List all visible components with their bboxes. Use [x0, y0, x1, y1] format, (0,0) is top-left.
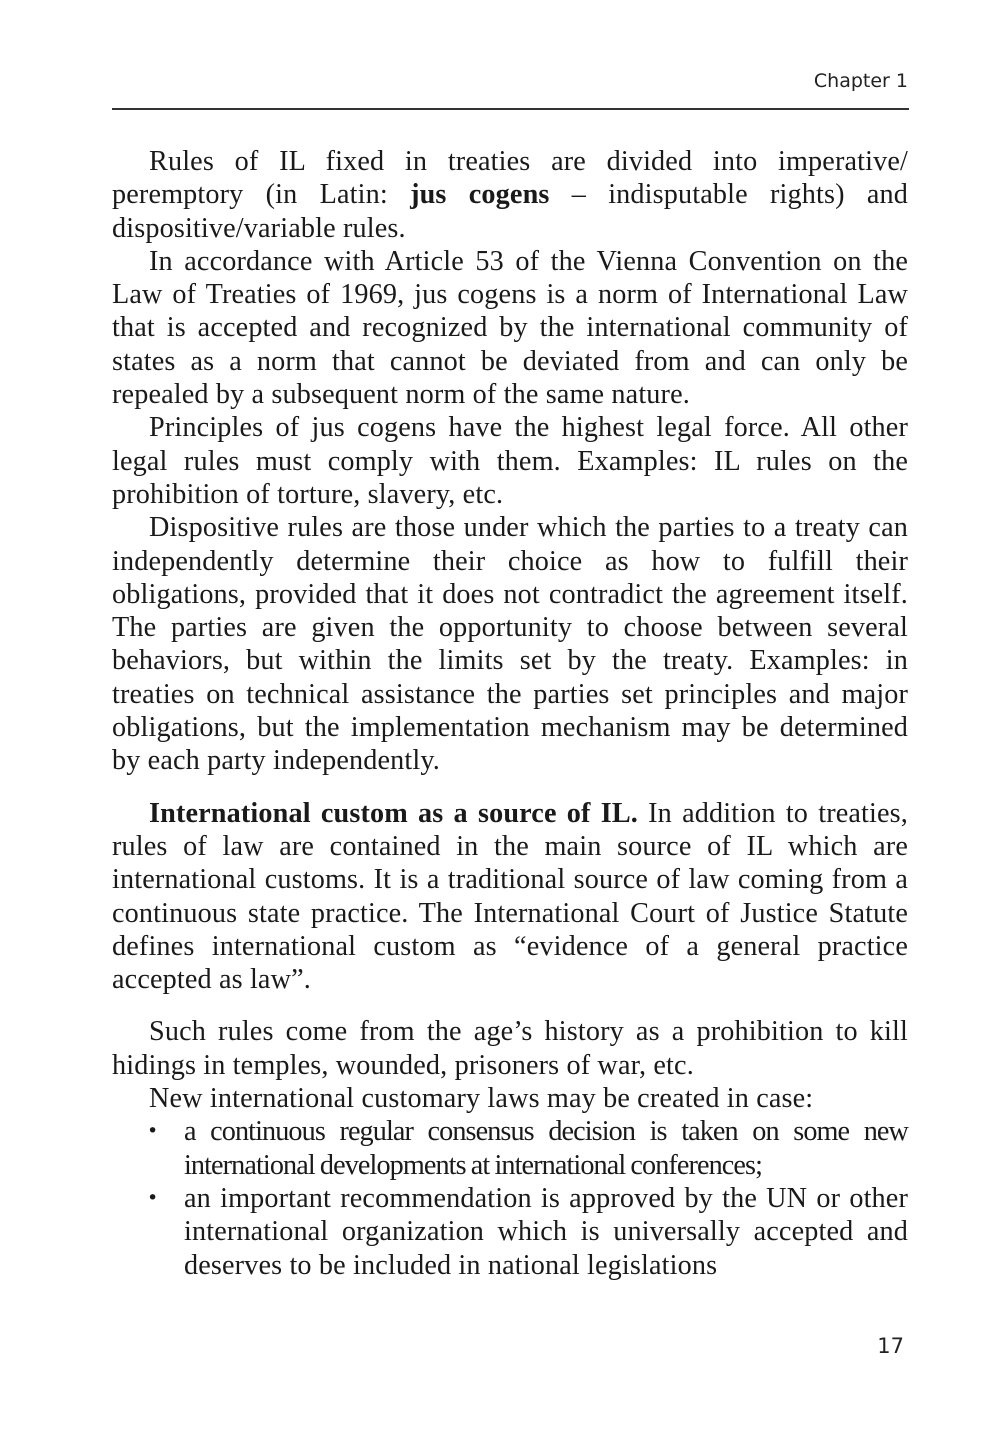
- list-item-text: a continuous regular consensus decision is taken on some new international developments at international conferences;: [184, 1116, 908, 1181]
- paragraph-text: – indisputable rights) and dispositive/variable rules.: [112, 179, 908, 244]
- list-item: [112, 1182, 908, 1282]
- paragraph-vienna-convention: In accordance with Article 53 of the Vienna Convention on the Law of Treaties of 1969, jus cogens is a norm of International Law that is accepted and recognized by the international community of states as a norm that cannot be deviated from and can only be repealed by a subsequent norm of the same nature.: [112, 245, 908, 411]
- bold-term-jus-cogens: jus cogens: [410, 179, 550, 211]
- paragraph-dispositive-rules: Dispositive rules are those under which the parties to a treaty can independently determine their choice as how to fulfill their obligations, provided that it does not contradict the agreement itself. The parties are given the opportunity to choose between several behaviors, but within the limits set by the treaty. Examples: in treaties on technical assistance the parties set principles and major obligations, but the implementation mechanism may be determined by each party independently.: [112, 512, 908, 777]
- list-item-text: an important recommendation is approved by the UN or other international organization which is universally accepted and deserves to be included in national legislations: [184, 1182, 908, 1281]
- bullet-list: [112, 1115, 908, 1281]
- page-number: 17: [877, 1334, 904, 1358]
- body-text: [112, 145, 908, 1282]
- paragraph-highest-legal-force: Principles of jus cogens have the highest legal force. All other legal rules must comply with them. Examples: IL rules on the prohibition of torture, slavery, etc.: [112, 412, 908, 510]
- paragraph-jus-cogens-intro: [112, 145, 908, 245]
- paragraph-text: In addition to treaties, rules of law are contained in the main source of IL which are international customs. It is a traditional source of law coming from a continuous state practice. The International Court of Justice Statute defines international custom as “evidence of a general practice accepted as law”.: [112, 797, 908, 996]
- paragraph-new-customary-laws: New international customary laws may be created in case:: [149, 1083, 814, 1115]
- section-heading-international-custom: International custom as a source of IL.: [149, 797, 638, 829]
- bullet-icon: •: [147, 1120, 159, 1143]
- paragraph-international-custom: [112, 797, 908, 997]
- paragraph-historical-rules: Such rules come from the age’s history as a prohibition to kill hidings in temples, wounded, prisoners of war, etc.: [112, 1016, 908, 1081]
- bullet-icon: •: [147, 1186, 159, 1209]
- header-rule: [112, 108, 909, 110]
- list-item: [112, 1115, 908, 1182]
- running-head: Chapter 1: [813, 70, 908, 92]
- paragraph-text: Rules of IL fixed in treaties are divided into imperative/ peremptory (in Latin:: [112, 146, 908, 211]
